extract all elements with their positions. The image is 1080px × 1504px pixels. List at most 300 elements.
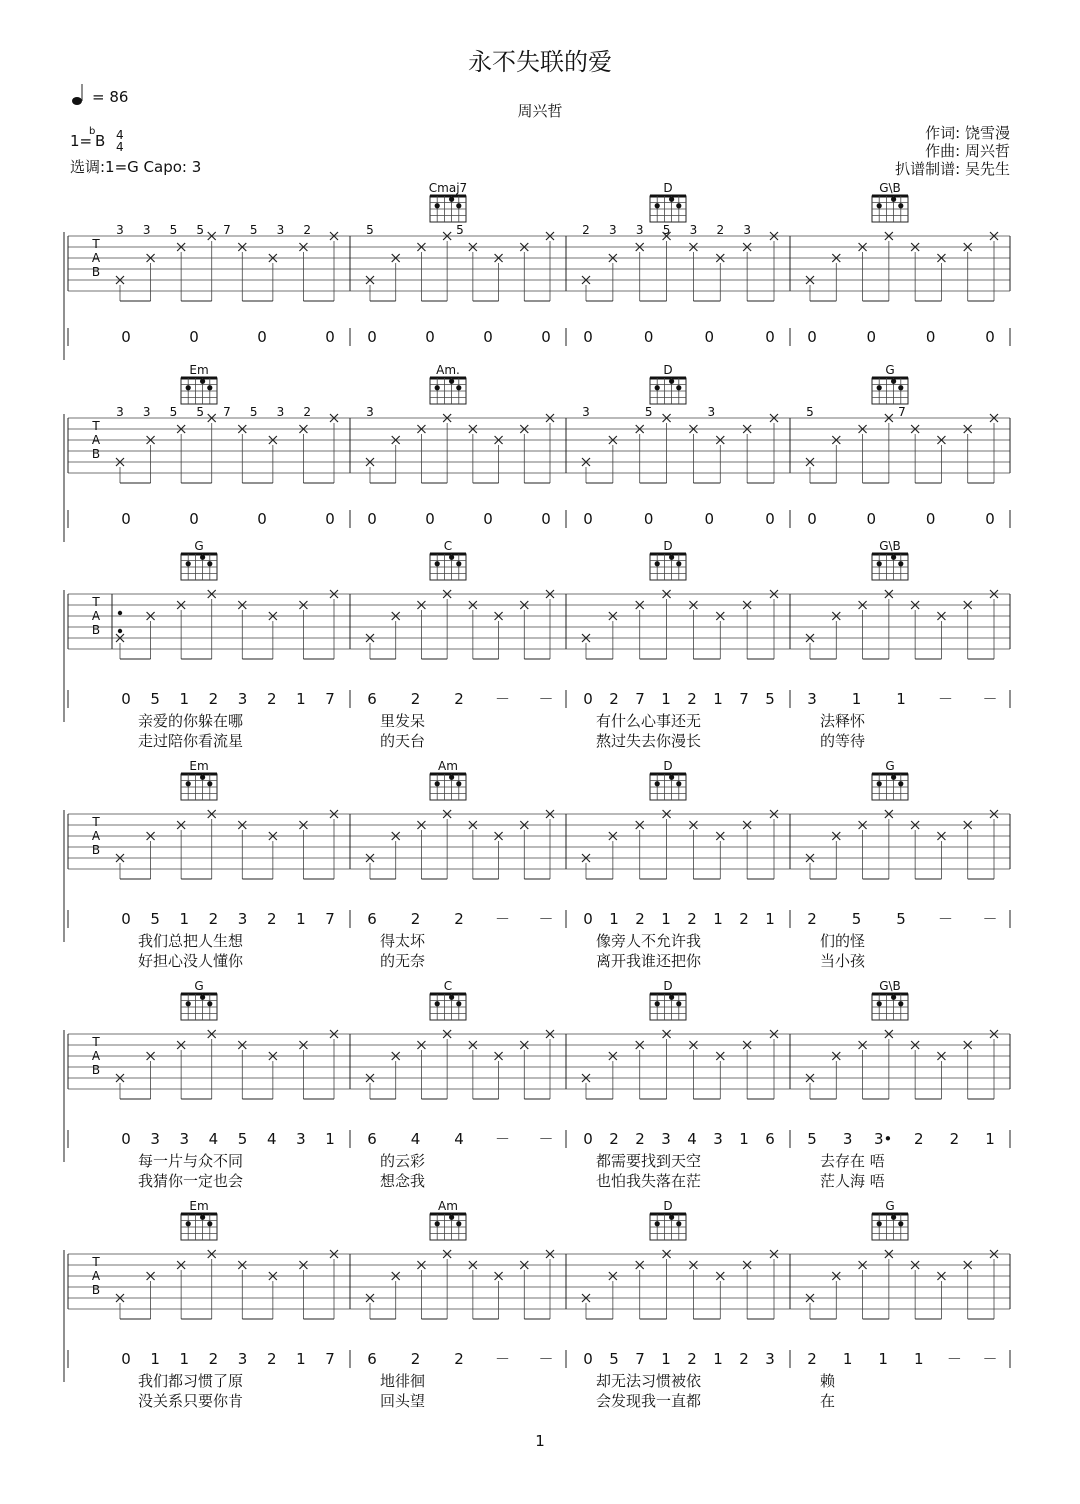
measure (806, 363, 998, 528)
jianpu-note: 0 (704, 328, 715, 346)
finger-dot (891, 995, 896, 1000)
jianpu-note: 0 (765, 510, 775, 528)
chord-diagram (650, 363, 686, 404)
jianpu-note: 1 (325, 1130, 335, 1148)
finger-dot (435, 385, 440, 390)
system (64, 759, 1010, 970)
jianpu-note: 1 (878, 1350, 888, 1368)
jianpu-note: 7 (635, 690, 645, 708)
jianpu-note: 2 (454, 690, 464, 708)
finger-dot (877, 203, 882, 208)
chord-diagram (181, 1199, 217, 1240)
jianpu-note: 2 (410, 1350, 421, 1368)
finger-dot (676, 203, 681, 208)
fret-number: 5 (249, 223, 258, 237)
lyric-line-2: 会发现我一直都 (596, 1392, 702, 1410)
chord-diagram (430, 759, 466, 800)
jianpu-note: 0 (257, 328, 267, 346)
chord-name: Em (189, 363, 209, 377)
lyric-line-2: 的无奈 (380, 952, 426, 970)
lyric-line-2: 也怕我失落在茫 (596, 1172, 702, 1190)
chord-name: G\B (879, 539, 901, 553)
jianpu-note: 6 (367, 910, 377, 928)
finger-dot (449, 379, 454, 384)
finger-dot (435, 781, 440, 786)
lyric-line-2: 我猜你一定也会 (138, 1172, 244, 1190)
measure (116, 1199, 338, 1410)
jianpu-note: 0 (985, 510, 995, 528)
finger-dot (676, 385, 681, 390)
measure (806, 539, 998, 750)
fret-number: 7 (898, 405, 906, 419)
lyric-line-1: 们的怪 (820, 932, 866, 950)
lyric-line-1: 里发呆 (380, 712, 426, 730)
chord-name: Em (189, 759, 209, 773)
finger-dot (186, 385, 191, 390)
jianpu-note: 0 (866, 510, 877, 528)
jianpu-note: 2 (410, 690, 421, 708)
measure (116, 539, 338, 750)
jianpu-note: － (937, 690, 954, 708)
jianpu-note: － (937, 910, 954, 928)
fret-number: 7 (223, 223, 231, 237)
finger-dot (669, 555, 674, 560)
jianpu-note: 2 (266, 910, 277, 928)
jianpu-note: － (538, 690, 554, 708)
jianpu-note: 0 (583, 1350, 593, 1368)
jianpu-note: 2 (739, 910, 749, 928)
fret-number: 3 (635, 223, 644, 237)
jianpu-note: 4 (687, 1130, 697, 1148)
jianpu-note: 1 (296, 910, 306, 928)
jianpu-note: 2 (208, 690, 219, 708)
fret-number: 3 (142, 405, 151, 419)
jianpu-note: 7 (325, 690, 335, 708)
chord-diagram (650, 181, 686, 222)
tab-label: T (92, 1035, 100, 1049)
chord-diagram (429, 181, 467, 222)
key-signature (70, 126, 124, 154)
finger-dot (877, 781, 882, 786)
chord-diagram (872, 539, 908, 580)
jianpu-note: 6 (765, 1130, 775, 1148)
chord-name: G (194, 539, 204, 553)
tab-label: A (91, 433, 101, 447)
jianpu-note: 0 (925, 328, 936, 346)
system (64, 1199, 1010, 1410)
chord-name: C (443, 979, 453, 993)
fret-number: 5 (169, 405, 178, 419)
fret-number: 3 (609, 223, 617, 237)
finger-dot (200, 1215, 205, 1220)
finger-dot (186, 781, 191, 786)
fret-number: 5 (662, 223, 671, 237)
finger-dot (877, 1221, 882, 1226)
chord-diagram (181, 539, 217, 580)
finger-dot (207, 781, 212, 786)
measure (366, 759, 554, 970)
jianpu-note: 4 (410, 1130, 421, 1148)
jianpu-note: 0 (425, 510, 435, 528)
fret-number: 3 (142, 223, 151, 237)
fret-number: 2 (303, 223, 312, 237)
jianpu-note: 6 (367, 1350, 377, 1368)
jianpu-note: 3 (842, 1130, 853, 1148)
chord-name: Am (438, 1199, 458, 1213)
finger-dot (898, 385, 903, 390)
finger-dot (655, 781, 660, 786)
chord-diagram (872, 181, 908, 222)
jianpu-note: 5 (237, 1130, 248, 1148)
tab-label: A (91, 1049, 101, 1063)
chord-diagram (872, 363, 908, 404)
tab-label: T (92, 419, 100, 433)
jianpu-note: 5 (609, 1350, 619, 1368)
chord-diagram (430, 363, 466, 404)
jianpu-note: 2 (739, 1350, 749, 1368)
measure (806, 759, 998, 970)
jianpu-note: 1 (609, 910, 619, 928)
jianpu-note: 1 (296, 690, 306, 708)
jianpu-note: 2 (454, 1350, 464, 1368)
jianpu-note: 1 (150, 1350, 160, 1368)
finger-dot (891, 379, 896, 384)
song-title: 永不失联的爱 (468, 48, 612, 76)
chord-name: D (663, 759, 673, 773)
jianpu-note: － (538, 910, 554, 928)
jianpu-note: － (494, 1350, 511, 1368)
finger-dot (877, 1001, 882, 1006)
composer: 作曲: 周兴哲 (925, 142, 1010, 160)
jianpu-note: － (494, 1130, 511, 1148)
fret-number: 3 (743, 223, 751, 237)
jianpu-note: 5 (851, 910, 862, 928)
lyric-line-1: 亲爱的你躲在哪 (138, 712, 244, 730)
chord-name: Em (189, 1199, 209, 1213)
jianpu-note: 0 (121, 1350, 131, 1368)
measure (366, 363, 554, 528)
jianpu-note: 0 (189, 328, 199, 346)
fret-number: 5 (806, 405, 814, 419)
chord-diagram (181, 759, 217, 800)
fret-number: 3 (116, 405, 124, 419)
fret-number: 5 (644, 405, 653, 419)
measure (116, 223, 338, 346)
jianpu-note: 0 (925, 510, 936, 528)
system (64, 181, 1010, 360)
chord-name: Am (438, 759, 458, 773)
chord-diagram (872, 759, 908, 800)
jianpu-note: 1 (842, 1350, 853, 1368)
tab-label: T (92, 1255, 100, 1269)
jianpu-note: － (538, 1350, 554, 1368)
jianpu-note: 2 (807, 910, 817, 928)
jianpu-note: 0 (121, 690, 131, 708)
jianpu-note: 2 (266, 1350, 277, 1368)
finger-dot (435, 561, 440, 566)
jianpu-note: 7 (739, 690, 749, 708)
jianpu-note: 1 (896, 690, 906, 708)
jianpu-note: － (494, 910, 511, 928)
finger-dot (669, 197, 674, 202)
tab-label: T (92, 237, 100, 251)
fret-number: 3 (707, 405, 716, 419)
jianpu-note: 0 (367, 510, 377, 528)
jianpu-note: 1 (851, 690, 862, 708)
time-top: 4 (116, 128, 124, 142)
chord-diagram (872, 979, 908, 1020)
lyric-line-1: 去存在 唔 (820, 1152, 885, 1170)
lyric-line-2: 离开我谁还把你 (596, 952, 702, 970)
jianpu-note: 4 (454, 1130, 464, 1148)
lyric-line-2: 走过陪你看流星 (138, 732, 244, 750)
finger-dot (898, 1221, 903, 1226)
measure (582, 759, 778, 970)
chord-name: Cmaj7 (428, 181, 468, 195)
measure (806, 181, 998, 346)
tempo-marking (72, 84, 128, 106)
lyric-line-2: 的等待 (820, 732, 866, 750)
fret-number: 3 (689, 223, 698, 237)
jianpu-note: 3 (713, 1130, 723, 1148)
fret-number: 7 (223, 405, 231, 419)
page-number: 1 (535, 1432, 545, 1450)
fret-number: 5 (456, 223, 464, 237)
jianpu-note: 3 (765, 1350, 775, 1368)
tab-label: A (91, 251, 101, 265)
tab-label: B (91, 447, 101, 461)
systems (64, 181, 1010, 1410)
measure (806, 1199, 998, 1410)
finger-dot (449, 775, 454, 780)
chord-diagram (430, 539, 466, 580)
finger-dot (877, 561, 882, 566)
finger-dot (449, 995, 454, 1000)
finger-dot (891, 197, 896, 202)
jianpu-note: 6 (367, 1130, 377, 1148)
lyric-line-1: 我们总把人生想 (138, 932, 244, 950)
finger-dot (435, 1221, 440, 1226)
finger-dot (655, 1221, 660, 1226)
measure (116, 979, 338, 1190)
fret-number: 5 (169, 223, 178, 237)
lyric-line-1: 我们都习惯了原 (138, 1372, 244, 1390)
finger-dot (898, 1001, 903, 1006)
jianpu-note: 1 (713, 690, 723, 708)
fret-number: 3 (276, 223, 285, 237)
tab-label: B (91, 265, 101, 279)
jianpu-note: － (538, 1130, 554, 1148)
jianpu-note: 0 (121, 328, 131, 346)
lyric-line-2: 在 (820, 1392, 836, 1410)
lyric-line-1: 每一片与众不同 (138, 1152, 244, 1170)
system (64, 979, 1010, 1190)
capo-info: 选调:1=G Capo: 3 (70, 158, 202, 176)
chord-name: G (885, 1199, 895, 1213)
tab-label: B (91, 843, 101, 857)
finger-dot (898, 561, 903, 566)
jianpu-note: 0 (189, 510, 199, 528)
finger-dot (676, 1221, 681, 1226)
measure (582, 979, 778, 1190)
jianpu-note: 5 (807, 1130, 817, 1148)
jianpu-note: 2 (208, 910, 219, 928)
jianpu-note: 3 (296, 1130, 306, 1148)
fret-number: 5 (196, 223, 205, 237)
finger-dot (200, 555, 205, 560)
finger-dot (435, 203, 440, 208)
jianpu-note: － (982, 1350, 998, 1368)
chord-name: D (663, 181, 673, 195)
fret-number: 3 (116, 223, 124, 237)
finger-dot (435, 1001, 440, 1006)
finger-dot (207, 561, 212, 566)
jianpu-note: 2 (687, 910, 697, 928)
finger-dot (456, 1221, 461, 1226)
measure (806, 979, 998, 1190)
chord-name: G\B (879, 181, 901, 195)
measure (366, 1199, 554, 1410)
quarter-note-icon (72, 97, 82, 105)
lyric-line-1: 地徘徊 (380, 1372, 426, 1390)
finger-dot (449, 555, 454, 560)
lyric-line-2: 的天台 (380, 732, 426, 750)
jianpu-note: 2 (807, 1350, 817, 1368)
lyric-line-1: 赖 (820, 1372, 836, 1390)
chord-diagram (181, 979, 217, 1020)
chord-name: G\B (879, 979, 901, 993)
chord-diagram (430, 979, 466, 1020)
finger-dot (456, 781, 461, 786)
jianpu-note: 1 (739, 1130, 749, 1148)
lyric-line-2: 当小孩 (820, 952, 866, 970)
jianpu-note: 0 (583, 910, 593, 928)
lyric-line-2: 想念我 (380, 1172, 426, 1190)
fret-number: 2 (303, 405, 312, 419)
finger-dot (676, 1001, 681, 1006)
finger-dot (676, 561, 681, 566)
finger-dot (456, 385, 461, 390)
chord-name: G (194, 979, 204, 993)
finger-dot (655, 203, 660, 208)
jianpu-note: 5 (765, 690, 775, 708)
chord-name: D (663, 979, 673, 993)
finger-dot (669, 775, 674, 780)
tab-label: T (92, 595, 100, 609)
jianpu-note: 3 (150, 1130, 160, 1148)
finger-dot (655, 1001, 660, 1006)
chord-diagram (181, 363, 217, 404)
chord-diagram (430, 1199, 466, 1240)
jianpu-note: 7 (635, 1350, 645, 1368)
jianpu-note: 0 (541, 510, 551, 528)
key-prefix: 1= (70, 132, 93, 150)
jianpu-note: 2 (609, 1130, 619, 1148)
jianpu-note: 2 (687, 690, 697, 708)
jianpu-note: 3 (807, 690, 817, 708)
transcriber: 扒谱制谱: 吴先生 (895, 160, 1010, 178)
jianpu-note: 1 (179, 690, 190, 708)
finger-dot (676, 781, 681, 786)
lyric-line-1: 法释怀 (820, 712, 866, 730)
lyric-line-1: 的云彩 (380, 1152, 426, 1170)
finger-dot (891, 555, 896, 560)
measure (582, 1199, 778, 1410)
finger-dot (891, 775, 896, 780)
finger-dot (207, 385, 212, 390)
jianpu-note: 0 (807, 510, 817, 528)
jianpu-note: 3 (179, 1130, 190, 1148)
fret-number: 5 (196, 405, 205, 419)
tempo-value: = 86 (92, 88, 129, 106)
lyric-line-1: 有什么心事还无 (596, 712, 702, 730)
time-bottom: 4 (116, 140, 124, 154)
measure (366, 539, 554, 750)
fret-number: 3 (366, 405, 374, 419)
jianpu-note: 0 (643, 328, 654, 346)
finger-dot (669, 995, 674, 1000)
finger-dot (655, 561, 660, 566)
fret-number: 5 (249, 405, 258, 419)
measure (116, 759, 338, 970)
finger-dot (186, 1001, 191, 1006)
finger-dot (200, 379, 205, 384)
jianpu-note: 0 (483, 328, 493, 346)
jianpu-note: 0 (807, 328, 817, 346)
jianpu-note: 0 (866, 328, 877, 346)
jianpu-note: 0 (121, 510, 131, 528)
jianpu-note: 2 (454, 910, 464, 928)
finger-dot (207, 1221, 212, 1226)
jianpu-note: 2 (410, 910, 421, 928)
finger-dot (200, 775, 205, 780)
tab-label: A (91, 609, 101, 623)
jianpu-note: 5 (150, 910, 160, 928)
fret-number: 2 (716, 223, 725, 237)
jianpu-note: 1 (713, 910, 723, 928)
measure (366, 979, 554, 1190)
jianpu-note: 3 (237, 690, 248, 708)
finger-dot (456, 561, 461, 566)
chord-diagram (650, 539, 686, 580)
jianpu-note: 7 (325, 910, 335, 928)
system (64, 363, 1010, 542)
measure (116, 363, 338, 528)
jianpu-note: 0 (483, 510, 493, 528)
finger-dot (449, 1215, 454, 1220)
jianpu-note: 2 (635, 910, 645, 928)
system (64, 539, 1010, 750)
finger-dot (655, 385, 660, 390)
jianpu-note: 6 (367, 690, 377, 708)
lyric-line-2: 回头望 (380, 1392, 426, 1410)
jianpu-note: 2 (949, 1130, 960, 1148)
finger-dot (669, 1215, 674, 1220)
jianpu-note: 4 (266, 1130, 277, 1148)
jianpu-note: 0 (765, 328, 775, 346)
finger-dot (449, 197, 454, 202)
jianpu-note: 1 (661, 910, 671, 928)
chord-diagram (650, 759, 686, 800)
tab-label: B (91, 623, 101, 637)
lyric-line-1: 却无法习惯被依 (596, 1372, 702, 1390)
chord-name: G (885, 363, 895, 377)
lyric-line-1: 像旁人不允许我 (596, 932, 702, 950)
lyric-line-2: 熬过失去你漫长 (596, 732, 702, 750)
finger-dot (186, 1221, 191, 1226)
fret-number: 5 (366, 223, 374, 237)
chord-name: D (663, 363, 673, 377)
